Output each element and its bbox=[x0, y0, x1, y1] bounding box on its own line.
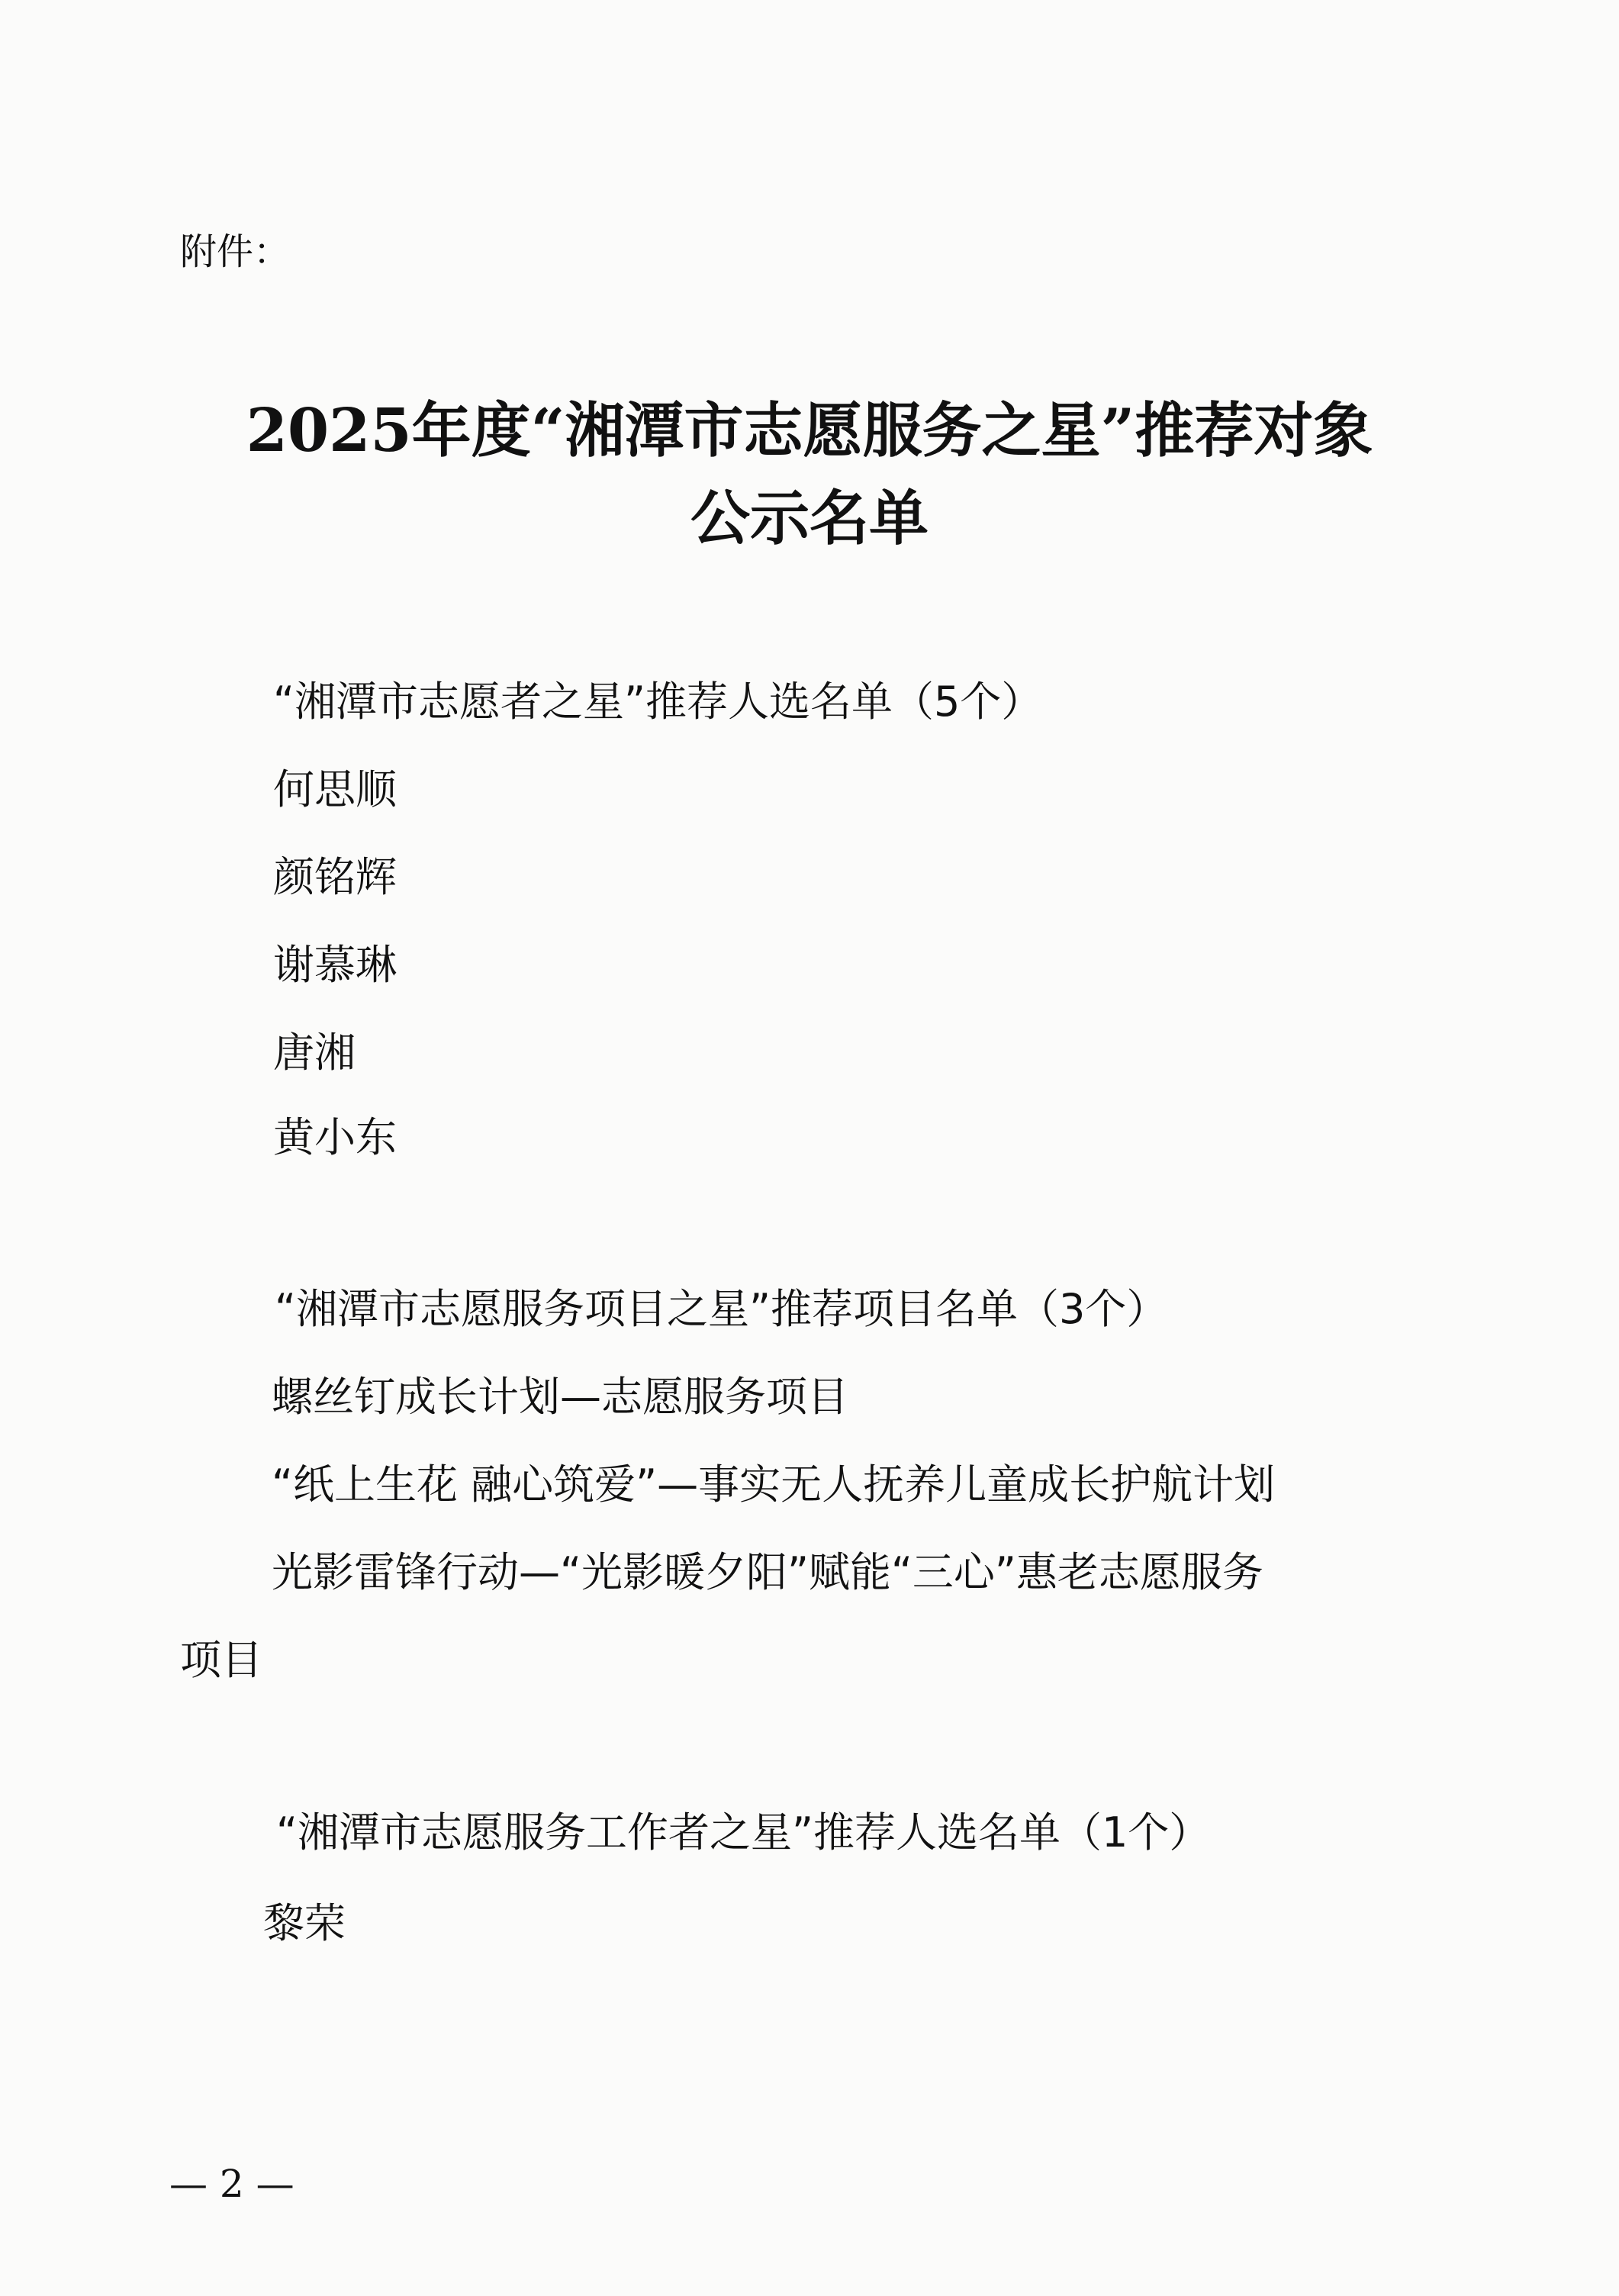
list-item-continuation: 项目 bbox=[180, 1636, 262, 1684]
section-heading-volunteer-star: “湘潭市志愿者之星”推荐人选名单（5个） bbox=[273, 678, 1043, 726]
list-item: 唐湘 bbox=[273, 1029, 356, 1077]
list-item: 谢慕琳 bbox=[273, 941, 397, 989]
section-heading-project-star: “湘潭市志愿服务项目之星”推荐项目名单（3个） bbox=[275, 1285, 1168, 1333]
list-item: 光影雷锋行动—“光影暖夕阳”赋能“三心”惠老志愿服务 bbox=[272, 1548, 1263, 1596]
page-number: — 2 — bbox=[169, 2162, 295, 2206]
list-item: “纸上生花 融心筑爱”—事实无人抚养儿童成长护航计划 bbox=[272, 1460, 1276, 1509]
list-item: 黄小东 bbox=[273, 1113, 397, 1161]
document-title-line2: 公示名单 bbox=[690, 484, 929, 553]
list-item: 何思顺 bbox=[273, 765, 397, 813]
list-item: 螺丝钉成长计划—志愿服务项目 bbox=[272, 1373, 848, 1421]
list-item: 黎荣 bbox=[263, 1899, 346, 1947]
list-item: 颜铭辉 bbox=[273, 853, 397, 901]
document-title-line1: 2025年度“湘潭市志愿服务之星”推荐对象 bbox=[246, 396, 1373, 465]
section-heading-worker-star: “湘潭市志愿服务工作者之星”推荐人选名单（1个） bbox=[276, 1808, 1211, 1856]
attachment-label: 附件： bbox=[180, 230, 291, 273]
